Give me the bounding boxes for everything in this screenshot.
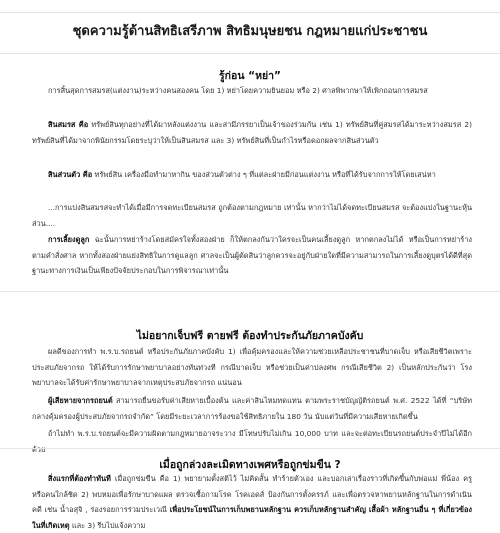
paragraph-insurance-benefits xyxy=(32,344,472,391)
paragraph-text: ทรัพย์สินทุกอย่างที่ได้มาหลังแต่งงาน และสามีภรรยาเป็นเจ้าของร่วมกัน เช่น 1) ทรัพย์สินที่คู่สมรสได้มาระหว่างสมรส 2) ทรัพย์สินที่ได้มาจากพินัยกรรมโดยระบุว่าให้เป็นสินสมรส และ 3) ทรัพย์สินที่เป็นกำไรหรือดอกผลจากสินส่วนตัว xyxy=(32,120,472,145)
term-label: ผู้เสียหายจากรถยนต์ xyxy=(48,396,113,405)
paragraph-division-note xyxy=(32,200,472,231)
section-divider xyxy=(0,448,500,449)
term-label: สิ่งแรกที่ต้องทำทันที xyxy=(48,474,111,483)
term-label: สินสมรส คือ xyxy=(48,120,89,129)
term-label: การเลี้ยงดูลูก xyxy=(48,235,90,244)
paragraph-assault-first-steps xyxy=(32,471,472,533)
paragraph-text: ฉะนั้นการหย่าร้างโดยสมัครใจทั้งสองฝ่าย ก็ให้ตกลงกันว่าใครจะเป็นคนเลี้ยงดูลูก หากตกลงไม่ได้ หรือเป็นการหย่าร้างตามคำสั่งศาล หากทั้งสองฝ่ายแย่งสิทธิในการดูแลลูก ศาลจะเป็นผู้ตัดสินว่าลูกควรจะอยู่กับฝ่ายใดที่มีความสามารถในการเลี้ยงดูบุตรได้ดีที่สุด ฐานะทางการเงินเป็นเพียงปัจจัยประกอบในการพิจารณาเท่านั้น xyxy=(32,235,472,276)
section-heading-insurance: ไม่อยากเจ็บฟรี ตายฟรี ต้องทำประกันภัยภาคบังคับ xyxy=(136,330,364,342)
paragraph-personal-property xyxy=(32,167,472,183)
paragraph-text: ...การแบ่งสินสมรสจะทำได้เมื่อมีการจดทะเบียนสมรส ถูกต้องตามกฎหมาย เท่านั้น หากว่าไม่ได้จดทะเบียนสมรส จะต้องแบ่งในฐานะหุ้นส่วน.... xyxy=(32,203,472,228)
section-heading-divorce: รู้ก่อน “หย่า” xyxy=(219,70,281,82)
paragraph-divorce-definition xyxy=(32,83,472,99)
paragraph-penalty xyxy=(32,426,472,457)
paragraph-text: ทรัพย์สิน เครื่องมือทำมาหากิน ของส่วนตัวต่าง ๆ ที่แต่ละฝ่ายมีก่อนแต่งงาน หรือที่ได้รับจากการให้โดยเสน่หา xyxy=(94,170,436,179)
term-label: สินส่วนตัว คือ xyxy=(48,170,93,179)
section-heading-sexual-assault: เมื่อถูกล่วงละเมิดทางเพศหรือถูกข่มขืน ? xyxy=(159,459,341,471)
paragraph-child-custody xyxy=(32,232,472,279)
paragraph-text: สามารถยื่นขอรับค่าเสียหายเบื้องต้น และค่าสินไหมทดแทน ตามพระราชบัญญัติรถยนต์ พ.ศ. 2522 ได้ที่ “บริษัทกลางคุ้มครองผู้ประสบภัยจากรถจำกัด” โดยมีระยะเวลาการร้องขอใช้สิทธิภายใน 180 วัน นับแต่วันที่มีความเสียหายเกิดขึ้น xyxy=(32,396,472,421)
paragraph-text: ถ้าไม่ทำ พ.ร.บ.รถยนต์จะมีความผิดตามกฎหมายอาจระวาง มีโทษปรับไม่เกิน 10,000 บาท และจะต่อทะเบียนรถยนต์ประจำปีไม่ได้อีกด้วย xyxy=(32,429,472,454)
paragraph-marital-property xyxy=(32,117,472,148)
paragraph-text-end: และ 3) รีบไปแจ้งความ xyxy=(71,520,146,530)
document-title: ชุดความรู้ด้านสิทธิเสรีภาพ สิทธิมนุษยชน กฎหมายแก่ประชาชน xyxy=(72,24,428,39)
paragraph-text: ผลดีของการทำ พ.ร.บ.รถยนต์ หรือประกันภัยภาคบังคับ 1) เพื่อคุ้มครองและให้ความช่วยเหลือประชาชนที่บาดเจ็บ หรือเสียชีวิตเพราะประสบภัยจากรถ ให้ได้รับการรักษาพยาบาลอย่างทันท่วงที กรณีบาดเจ็บ หรือช่วยเป็นค่าปลงศพ กรณีเสียชีวิต 2) เป็นหลักประกันว่า โรงพยาบาลจะได้รับค่ารักษาพยาบาลจากเหตุประสบภัยจากรถ แน่นอน xyxy=(32,347,472,388)
paragraph-text: เมื่อถูกข่มขืน คือ 1) พยายามตั้งสติไว้ ไม่คิดสั้น ทำร้ายตัวเอง และบอกเล่าเรื่องราวที่เกิดขึ้นกับพ่อแม่ พี่น้อง ครู หรือคนใกล้ชิด 2) พบหมอเพื่อรักษาบาดแผล ตรวจเชื้อกามโรค โรคเอดส์ ป้องกันการตั้งครรภ์ และเพื่อตรวจหาพยานหลักฐานในการดำเนินคดี เช่น น้ำอสุจิ , ร่องรอยการร่วมประเวณี xyxy=(32,474,472,515)
section-gap xyxy=(0,292,500,326)
paragraph-victim-claims xyxy=(32,393,472,424)
paragraph-text: การสิ้นสุดการสมรส(แต่งงาน)ระหว่างคนสองคน โดย 1) หย่าโดยความยินยอม หรือ 2) ศาลพิพากษาให้เพิกถอนการสมรส xyxy=(48,86,428,95)
emphasis-text: เพื่อประโยชน์ในการเก็บพยานหลักฐาน ควรเก็บหลักฐานสำคัญ เสื้อผ้า หลักฐานอื่น ๆ ที่เกี่ยวข้องในที่เกิดเหตุ xyxy=(32,505,473,530)
